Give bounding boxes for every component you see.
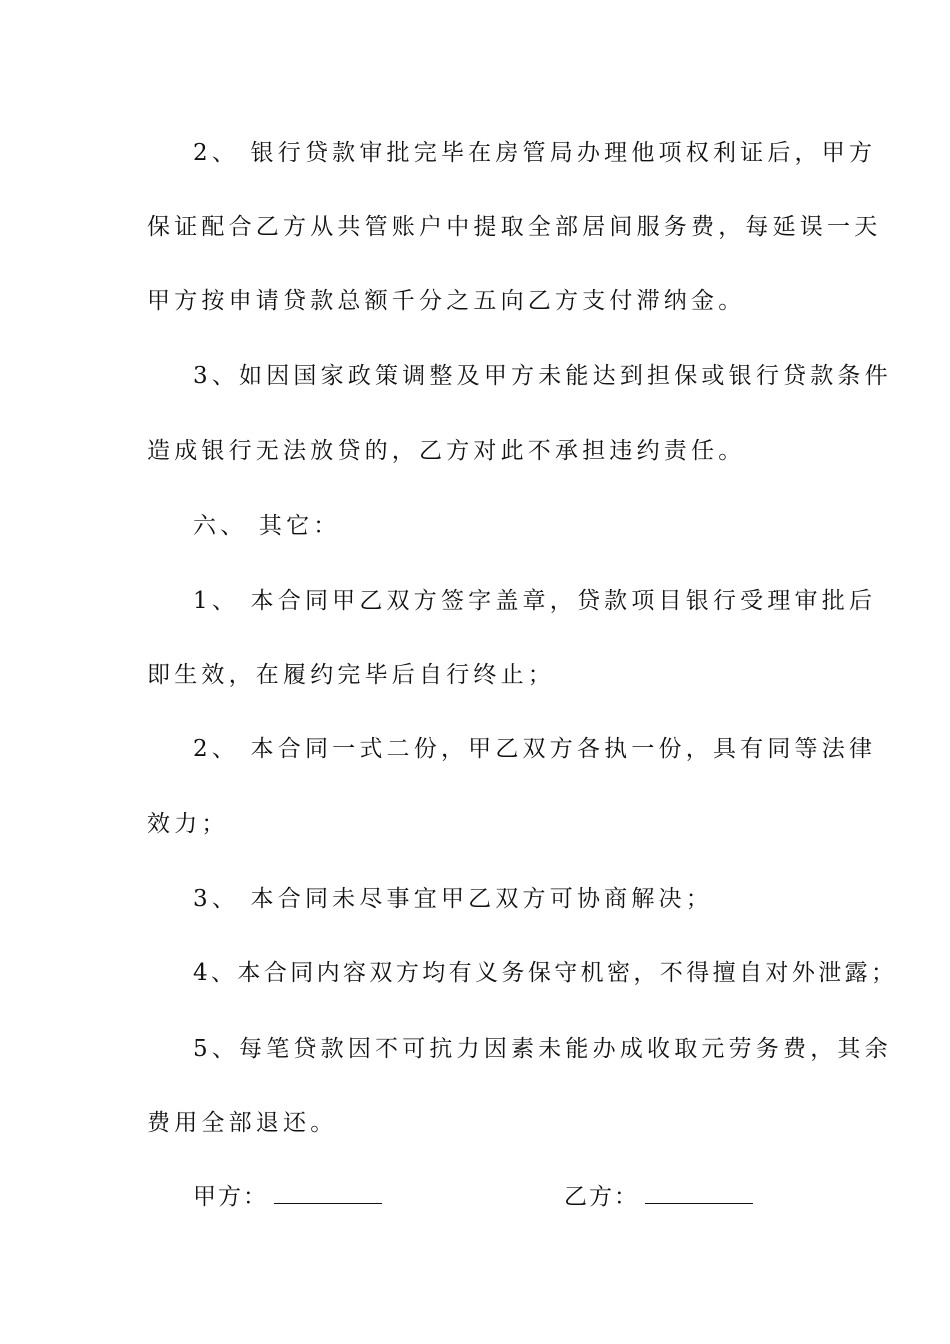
text-line: 保证配合乙方从共管账户中提取全部居间服务费，每延误一天 (147, 214, 882, 240)
text-line: 3、 本合同未尽事宜甲乙双方可协商解决； (193, 886, 713, 912)
party-a-signature-blank (274, 1183, 382, 1204)
section-heading: 六、 其它： (193, 513, 341, 539)
party-b-signature-blank (645, 1183, 753, 1204)
text-line: 2、 银行贷款审批完毕在房管局办理他项权利证后，甲方 (193, 140, 877, 166)
text-line: 甲方按申请贷款总额千分之五向乙方支付滞纳金。 (147, 288, 746, 314)
party-b-label: 乙方： (564, 1184, 639, 1210)
text-line: 3、如因国家政策调整及甲方未能达到担保或银行贷款条件 (193, 363, 892, 389)
text-line: 4、本合同内容双方均有义务保守机密，不得擅自对外泄露； (193, 960, 898, 986)
party-a-label: 甲方： (193, 1184, 268, 1210)
text-line: 效力； (147, 811, 229, 837)
text-line: 即生效，在履约完毕后自行终止； (147, 662, 555, 688)
text-line: 费用全部退还。 (147, 1110, 338, 1136)
party-b-signature (564, 1182, 753, 1212)
text-line: 2、 本合同一式二份，甲乙双方各执一份，具有同等法律 (193, 736, 877, 762)
text-line: 1、 本合同甲乙双方签字盖章，贷款项目银行受理审批后 (193, 588, 877, 614)
text-line: 5、每笔贷款因不可抗力因素未能办成收取元劳务费，其余 (193, 1036, 892, 1062)
party-a-signature (193, 1182, 382, 1212)
text-line: 造成银行无法放贷的，乙方对此不承担违约责任。 (147, 438, 746, 464)
